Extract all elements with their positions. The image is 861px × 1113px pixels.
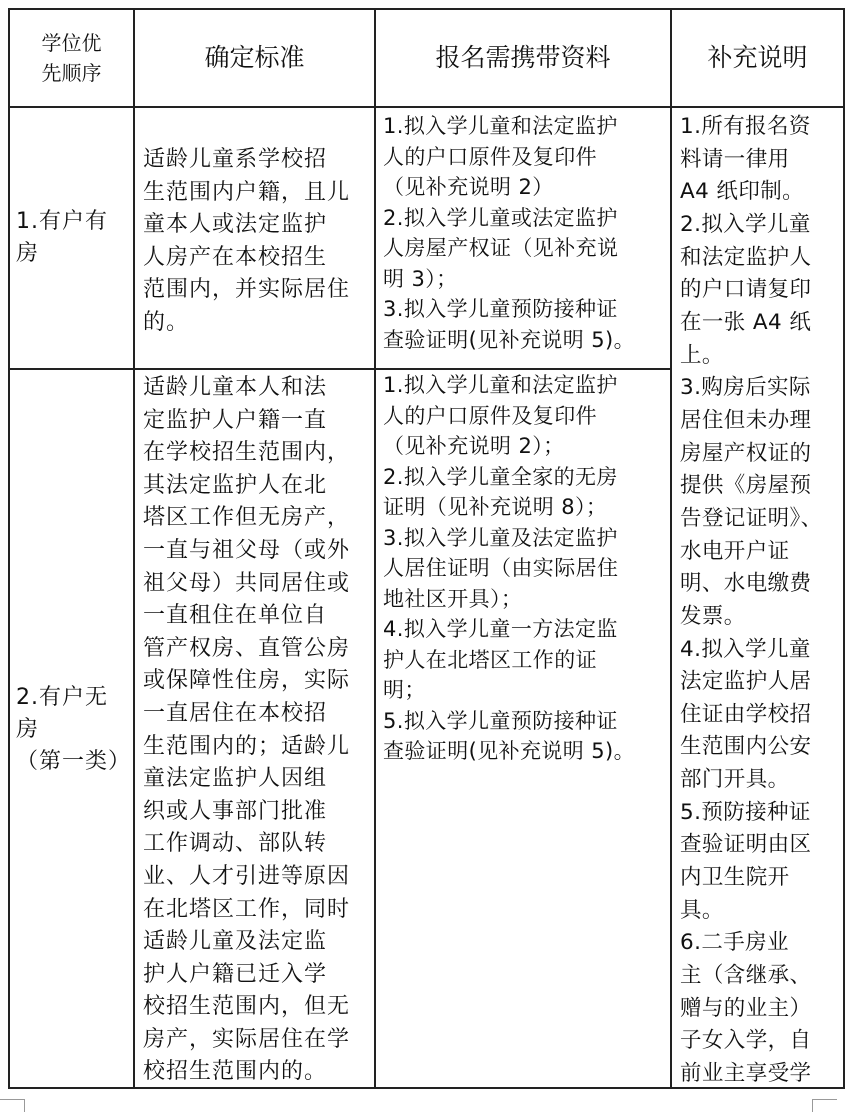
col2-divider: [374, 8, 376, 1089]
row2-materials: 1.拟入学儿童和法定监护 人的户口原件及复印件 （见补充说明 2）； 2.拟入学儿童全家的无房 证明（见补充说明 8）； 3.拟入学儿童及法定监护 人居住证明（由实际居住 地社区开具）； 4.拟入学儿童一方法定监 护人在北塔区工作的证 明； 5.拟入学儿童预防接种证 查验证明(见补充说明 5)。: [383, 373, 636, 763]
notes-column: 1.所有报名资 料请一律用 A4 纸印制。 2.拟入学儿童 和法定监护人 的户口请复印 在一张 A4 纸 上。 3.购房后实际 居住但未办理 房屋产权证的 提供《房屋预 告登记证明》、 水电开户证 明、水电缴费 发票。 4.拟入学儿童 法定监护人居 住证由学校招 生范围内公安 部门开具。 5.预防接种证 查验证明由区 内卫生院开 具。 6.二手房业 主（含继承、 赠与的业主） 子女入学，自 前业主享受学: [680, 114, 823, 1087]
header-priority: 学位优 先顺序: [41, 31, 102, 85]
row1-materials: 1.拟入学儿童和法定监护 人的户口原件及复印件 （见补充说明 2） 2.拟入学儿童或法定监护 人房屋产权证（见补充说 明 3）； 3.拟入学儿童预防接种证 查验证明(见补充说明 5)。: [383, 114, 636, 352]
row1-priority: 1.有户有 房: [16, 209, 108, 266]
header-notes: 补充说明: [707, 43, 808, 72]
header-criteria: 确定标准: [204, 43, 305, 72]
crop-mark-left: [0, 1099, 25, 1112]
table-left-border: [8, 8, 10, 1089]
header-materials: 报名需携带资料: [435, 43, 611, 72]
row2-priority: 2.有户无 房 （第一类）: [16, 685, 132, 774]
crop-mark-right: [812, 1099, 837, 1112]
row2-criteria: 适龄儿童本人和法 定监护人户籍一直 在学校招生范围内， 其法定监护人在北 塔区工作但无房产， 一直与祖父母（或外 祖父母）共同居住或 一直租住在单位自 管产权房、直管公房 或保障性住房，实际 一直居住在本校招 生范围内的；适龄儿 童法定监护人因组 织或人事部门批准 工作调动、部队转 业、人才引进等原因 在北塔区工作，同时 适龄儿童及法定监 护人户籍已迁入学 校招生范围内，但无 房产，实际居住在学 校招生范围内的。: [143, 375, 351, 1085]
row1-criteria: 适龄儿童系学校招 生范围内户籍，且儿 童本人或法定监护 人房产在本校招生 范围内，并实际居住 的。: [143, 147, 351, 335]
col1-divider: [133, 8, 135, 1089]
